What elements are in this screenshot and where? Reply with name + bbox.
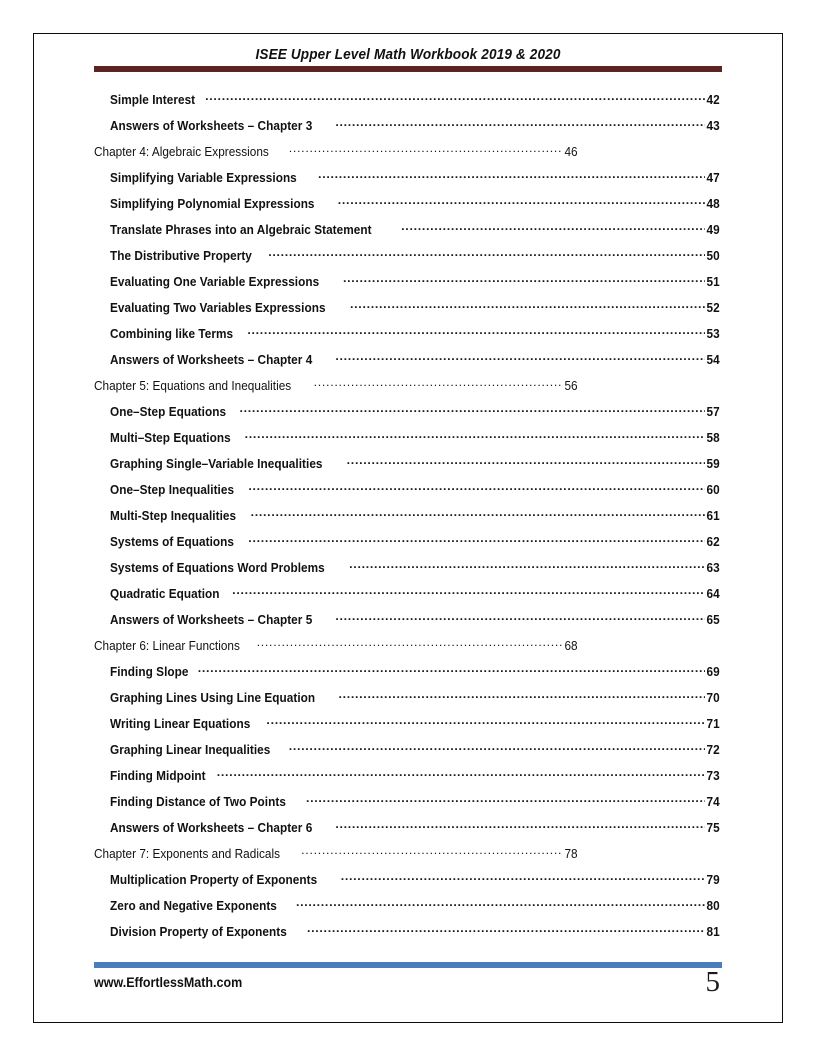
footer-page-number: 5 <box>705 966 720 998</box>
dot-leader <box>289 143 563 156</box>
toc-entry-label: Writing Linear Equations <box>110 716 251 732</box>
toc-entry-label: Graphing Linear Inequalities <box>110 742 271 758</box>
toc-entry-row[interactable] <box>0 921 816 947</box>
toc-entry-row[interactable] <box>0 401 816 427</box>
toc-entry-label: One–Step Inequalities <box>110 482 235 498</box>
toc-entry-label: Multi-Step Inequalities <box>110 508 237 524</box>
toc-entry-row[interactable] <box>0 869 816 895</box>
footer-website: www.EffortlessMath.com <box>94 975 243 990</box>
toc-page-number: 75 <box>706 820 720 836</box>
toc-page-number: 74 <box>706 794 720 810</box>
toc-entry-label: Zero and Negative Exponents <box>110 898 277 914</box>
dot-leader <box>343 273 705 286</box>
dot-leader <box>245 429 705 442</box>
toc-entry-label: Evaluating One Variable Expressions <box>110 274 320 290</box>
toc-entry-label: Quadratic Equation <box>110 586 220 602</box>
dot-leader <box>341 871 705 884</box>
dot-leader <box>289 741 705 754</box>
toc-entry-label: Chapter 5: Equations and Inequalities <box>94 378 292 394</box>
toc-entry-row[interactable] <box>0 349 816 375</box>
toc-page-number: 43 <box>706 118 720 134</box>
toc-page-number: 78 <box>564 846 578 862</box>
toc-page-number: 57 <box>706 404 720 420</box>
toc-page-number: 58 <box>706 430 720 446</box>
toc-page-number: 46 <box>564 144 578 160</box>
toc-page-number: 54 <box>706 352 720 368</box>
dot-leader <box>314 377 563 390</box>
toc-page-number: 62 <box>706 534 720 550</box>
toc-entry-label: Translate Phrases into an Algebraic Statement <box>110 222 372 238</box>
toc-chapter-row[interactable] <box>0 141 816 167</box>
toc-entry-label: Answers of Worksheets – Chapter 5 <box>110 612 313 628</box>
dot-leader <box>247 325 705 338</box>
toc-entry-row[interactable] <box>0 323 816 349</box>
dot-leader <box>350 299 705 312</box>
toc-entry-row[interactable] <box>0 739 816 765</box>
toc-page-number: 49 <box>706 222 720 238</box>
page-header-title: ISEE Upper Level Math Workbook 2019 & 2020 <box>255 47 561 63</box>
toc-entry-label: Chapter 7: Exponents and Radicals <box>94 846 280 862</box>
toc-chapter-row[interactable] <box>0 635 816 661</box>
toc-chapter-row[interactable] <box>0 843 816 869</box>
toc-entry-row[interactable] <box>0 713 816 739</box>
toc-page-number: 69 <box>706 664 720 680</box>
dot-leader <box>301 845 563 858</box>
toc-entry-row[interactable] <box>0 791 816 817</box>
toc-entry-label: Answers of Worksheets – Chapter 6 <box>110 820 313 836</box>
toc-entry-row[interactable] <box>0 609 816 635</box>
toc-page-number: 61 <box>706 508 720 524</box>
toc-entry-row[interactable] <box>0 115 816 141</box>
dot-leader <box>318 169 705 182</box>
toc-entry-label: Simplifying Polynomial Expressions <box>110 196 315 212</box>
toc-entry-row[interactable] <box>0 531 816 557</box>
toc-entry-label: Multiplication Property of Exponents <box>110 872 318 888</box>
toc-page-number: 59 <box>706 456 720 472</box>
toc-entry-label: Finding Slope <box>110 664 189 680</box>
dot-leader <box>248 533 705 546</box>
toc-page-number: 56 <box>564 378 578 394</box>
toc-entry-row[interactable] <box>0 765 816 791</box>
toc-entry-row[interactable] <box>0 895 816 921</box>
dot-leader <box>307 923 705 936</box>
toc-entry-label: Combining like Terms <box>110 326 234 342</box>
dot-leader <box>335 819 705 832</box>
toc-entry-label: Chapter 4: Algebraic Expressions <box>94 144 269 160</box>
dot-leader <box>217 767 705 780</box>
toc-entry-row[interactable] <box>0 661 816 687</box>
dot-leader <box>338 195 705 208</box>
toc-entry-label: Chapter 6: Linear Functions <box>94 638 240 654</box>
toc-entry-label: Division Property of Exponents <box>110 924 287 940</box>
dot-leader <box>349 559 705 572</box>
dot-leader <box>232 585 705 598</box>
dot-leader <box>401 221 705 234</box>
toc-entry-row[interactable] <box>0 453 816 479</box>
toc-entry-row[interactable] <box>0 505 816 531</box>
toc-entry-label: The Distributive Property <box>110 248 252 264</box>
toc-entry-label: Systems of Equations Word Problems <box>110 560 325 576</box>
toc-page-number: 52 <box>706 300 720 316</box>
toc-page-number: 64 <box>706 586 720 602</box>
toc-page-number: 73 <box>706 768 720 784</box>
toc-entry-row[interactable] <box>0 193 816 219</box>
toc-page-number: 60 <box>706 482 720 498</box>
toc-entry-row[interactable] <box>0 583 816 609</box>
toc-entry-label: Evaluating Two Variables Expressions <box>110 300 326 316</box>
toc-page-number: 81 <box>706 924 720 940</box>
toc-entry-label: Graphing Lines Using Line Equation <box>110 690 316 706</box>
dot-leader <box>347 455 705 468</box>
toc-entry-label: Graphing Single–Variable Inequalities <box>110 456 323 472</box>
toc-page-number: 68 <box>564 638 578 654</box>
toc-page-number: 47 <box>706 170 720 186</box>
toc-entry-row[interactable] <box>0 271 816 297</box>
dot-leader <box>257 637 563 650</box>
toc-page-number: 70 <box>706 690 720 706</box>
toc-entry-label: Simple Interest <box>110 92 196 108</box>
toc-entry-label: One–Step Equations <box>110 404 227 420</box>
dot-leader <box>338 689 704 702</box>
toc-page-number: 72 <box>706 742 720 758</box>
toc-entry-label: Finding Midpoint <box>110 768 206 784</box>
toc-entry-label: Simplifying Variable Expressions <box>110 170 297 186</box>
toc-page-number: 65 <box>706 612 720 628</box>
toc-entry-row[interactable] <box>0 219 816 245</box>
footer-divider-rule <box>94 962 722 968</box>
dot-leader <box>248 481 704 494</box>
dot-leader <box>335 351 705 364</box>
toc-entry-label: Answers of Worksheets – Chapter 4 <box>110 352 313 368</box>
toc-page-number: 50 <box>706 248 720 264</box>
header-divider-rule <box>94 66 722 72</box>
dot-leader <box>296 897 705 910</box>
dot-leader <box>268 247 705 260</box>
toc-entry-label: Finding Distance of Two Points <box>110 794 286 810</box>
dot-leader <box>266 715 704 728</box>
toc-page-number: 71 <box>706 716 720 732</box>
dot-leader <box>198 663 705 676</box>
toc-entry-row[interactable] <box>0 297 816 323</box>
toc-entry-row[interactable] <box>0 167 816 193</box>
toc-entry-row[interactable] <box>0 427 816 453</box>
toc-page-number: 63 <box>706 560 720 576</box>
toc-entry-label: Multi–Step Equations <box>110 430 231 446</box>
toc-page-number: 79 <box>706 872 720 888</box>
dot-leader <box>251 507 705 520</box>
toc-entry-row[interactable] <box>0 245 816 271</box>
dot-leader <box>239 403 704 416</box>
toc-entry-row[interactable] <box>0 817 816 843</box>
dot-leader <box>335 117 705 130</box>
toc-page-number: 42 <box>706 92 720 108</box>
toc-entry-label: Systems of Equations <box>110 534 235 550</box>
dot-leader <box>306 793 705 806</box>
toc-entry-row[interactable] <box>0 479 816 505</box>
toc-entry-row[interactable] <box>0 687 816 713</box>
table-of-contents <box>0 89 816 947</box>
toc-entry-label: Answers of Worksheets – Chapter 3 <box>110 118 313 134</box>
toc-page-number: 51 <box>706 274 720 290</box>
toc-entry-row[interactable] <box>0 557 816 583</box>
toc-chapter-row[interactable] <box>0 375 816 401</box>
dot-leader <box>205 91 705 104</box>
toc-page-number: 80 <box>706 898 720 914</box>
toc-entry-row[interactable] <box>0 89 816 115</box>
dot-leader <box>335 611 705 624</box>
toc-page-number: 48 <box>706 196 720 212</box>
toc-page-number: 53 <box>706 326 720 342</box>
